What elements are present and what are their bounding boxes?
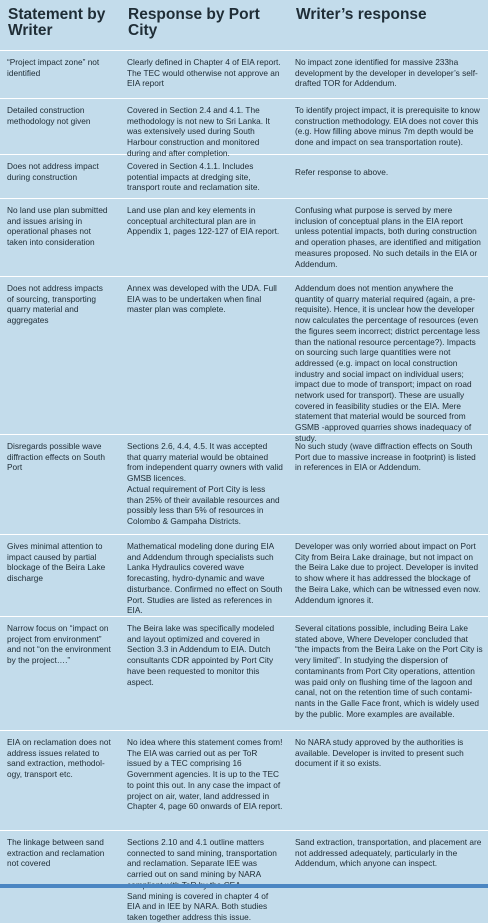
header-response: Response by Port City: [128, 6, 260, 39]
bottom-rule: [0, 884, 488, 888]
table-row: [0, 199, 488, 277]
statement-cell: Disregards possible wave diffraction effects on South Port: [7, 441, 105, 473]
header-writer-response: Writer’s response: [296, 6, 427, 23]
writer-response-cell: Addendum does not mention anywhere the quantity of quarry material required (again, a pre-requisite). Hence, it is unclear how the developer now calculates the percentage of resources (even the figures seem incorrect; district percentage less than the national resource percentage?). Impacts on sourcing such large quantities were not addressed (e.g. impact on local construction industry and social impact on individual users; impact due to mode of transport; impact on road network used for transport). These are usually covered in feasibility studies or the EIA. Mere statement that material would be sourced from GSMB -approved quarries shows inadequacy of study.: [295, 283, 480, 443]
table-header: [0, 0, 488, 51]
table-row: [0, 731, 488, 831]
writer-response-cell: Several citations possible, including Beira Lake stated above, Where Developer concluded that “the impacts from the Beira Lake on the Port City is very limited”. In studying the dispersion of contaminants from Port City operations, attention was paid only on flushing time of the lagoon and canal, not on the retention time of such contami-nants in the Galle Face front, which is widely used by the public. More examples are available.: [295, 623, 483, 719]
response-cell: Sections 2.6, 4.4, 4.5. It was accepted that quarry material would be obtained from independent quarry owners with valid GMSB licences. Actual requirement of Port City is less than 25% of their available resources and possibly less than 5% of resources in Colombo & Gampaha Districts.: [127, 441, 283, 526]
statement-cell: Gives minimal attention to impact caused by partial blockage of the Beira Lake discharge: [7, 541, 106, 584]
response-cell: Mathematical modeling done during EIA and Addendum through specialists such Lanka Hydraulics covered wave forecasting, hydro-dynamic and wave disturbance. Confirmed no effect on South Port. Studies are listed as references in EIA.: [127, 541, 283, 616]
statement-cell: Detailed construction methodology not given: [7, 105, 91, 126]
writer-response-cell: No NARA study approved by the authorities is available. Developer is invited to present such document if it so exists.: [295, 737, 464, 769]
table-row: [0, 435, 488, 535]
response-cell: Land use plan and key elements in conceptual architectural plan are in Appendix 1, pages 122-127 of EIA report.: [127, 205, 280, 237]
response-cell: Annex was developed with the UDA. Full EIA was to be undertaken when final master plan was complete.: [127, 283, 277, 315]
table-row: [0, 617, 488, 731]
writer-response-cell: Developer was only worried about impact on Port City from Beira Lake drainage, but not impact on the Beira Lake due to project. Developer is invited to show where it has addressed the blockage of the Beira Lake, which can be witnessed even now. Addendum ignores it.: [295, 541, 481, 605]
writer-response-cell: No such study (wave diffraction effects on South Port due to massive increase in footprint) is listed in references in EIA or Addendum.: [295, 441, 476, 473]
statement-cell: Narrow focus on “impact on project from environment” and not “on the environment by the project….”: [7, 623, 111, 666]
table-row: [0, 831, 488, 922]
header-statement: Statement by Writer: [8, 6, 106, 39]
table-row: [0, 277, 488, 443]
statement-cell: The linkage between sand extraction and reclamation not covered: [7, 837, 105, 869]
statement-cell: EIA on reclamation does not address issues related to sand extraction, methodol-ogy, transport etc.: [7, 737, 111, 780]
writer-response-cell: Sand extraction, transportation, and placement are not addressed adequately, particularly in the Addendum, which anyone can inspect.: [295, 837, 482, 869]
statement-cell: Does not address impact during construction: [7, 161, 99, 182]
writer-response-cell: Refer response to above.: [295, 167, 389, 177]
statement-cell: “Project impact zone” not identified: [7, 57, 100, 78]
response-cell: Sections 2.10 and 4.1 outline matters connected to sand mining, transportation and reclamation. Separate IEE was carried out on sand mining by NARA Sand mining is covered in chapter 4 of EIA and in IEE by NARA. Both studies taken together address this issue.: [127, 837, 277, 922]
statement-cell: No land use plan submitted and issues arising in operational phases not taken into consideration: [7, 205, 108, 248]
response-cell: The Beira lake was specifically modeled and layout optimized and covered in Section 3.3 in Addendum to EIA. Dutch consultants CDR appointed by Port City have been requested to monitor this aspect.: [127, 623, 275, 687]
writer-response-cell: Confusing what purpose is served by mere inclusion of conceptual plans in the EIA report unless potential impacts, both during construction and operation phases, are identified and mitigation measures proposed. No such details in the EIA or Addendum.: [295, 205, 481, 269]
writer-response-cell: No impact zone identified for massive 233ha development by the developer in developer’s self-drafted TOR for Addendum.: [295, 57, 478, 89]
response-cell: Covered in Section 2.4 and 4.1. The methodology is not new to Sri Lanka. It was extensively used during South Harbour construction and monitored during and after completion.: [127, 105, 270, 158]
table-row: [0, 99, 488, 158]
response-cell: Clearly defined in Chapter 4 of EIA report. The TEC would otherwise not approve an EIA report: [127, 57, 281, 89]
response-cell: No idea where this statement comes from! The EIA was carried out as per ToR issued by a TEC comprising 16 Government agencies. It is up to the TEC to point this out. In any case the impact of project on air, water, land addressed in Chapter 4, page 60 onwards of EIA report.: [127, 737, 283, 812]
writer-response-cell: To identify project impact, it is prerequisite to know construction methodology. EIA does not cover this (e.g. How filling above minus 7m depth would be done and impact on sea transportation route).: [295, 105, 480, 148]
table-row: [0, 155, 488, 199]
response-cell: Covered in Section 4.1.1. Includes potential impacts at dredging site, transport route and reclamation site.: [127, 161, 260, 193]
table-row: [0, 535, 488, 617]
table-row: [0, 51, 488, 99]
statement-cell: Does not address impacts of sourcing, transporting quarry material and aggregates: [7, 283, 103, 326]
